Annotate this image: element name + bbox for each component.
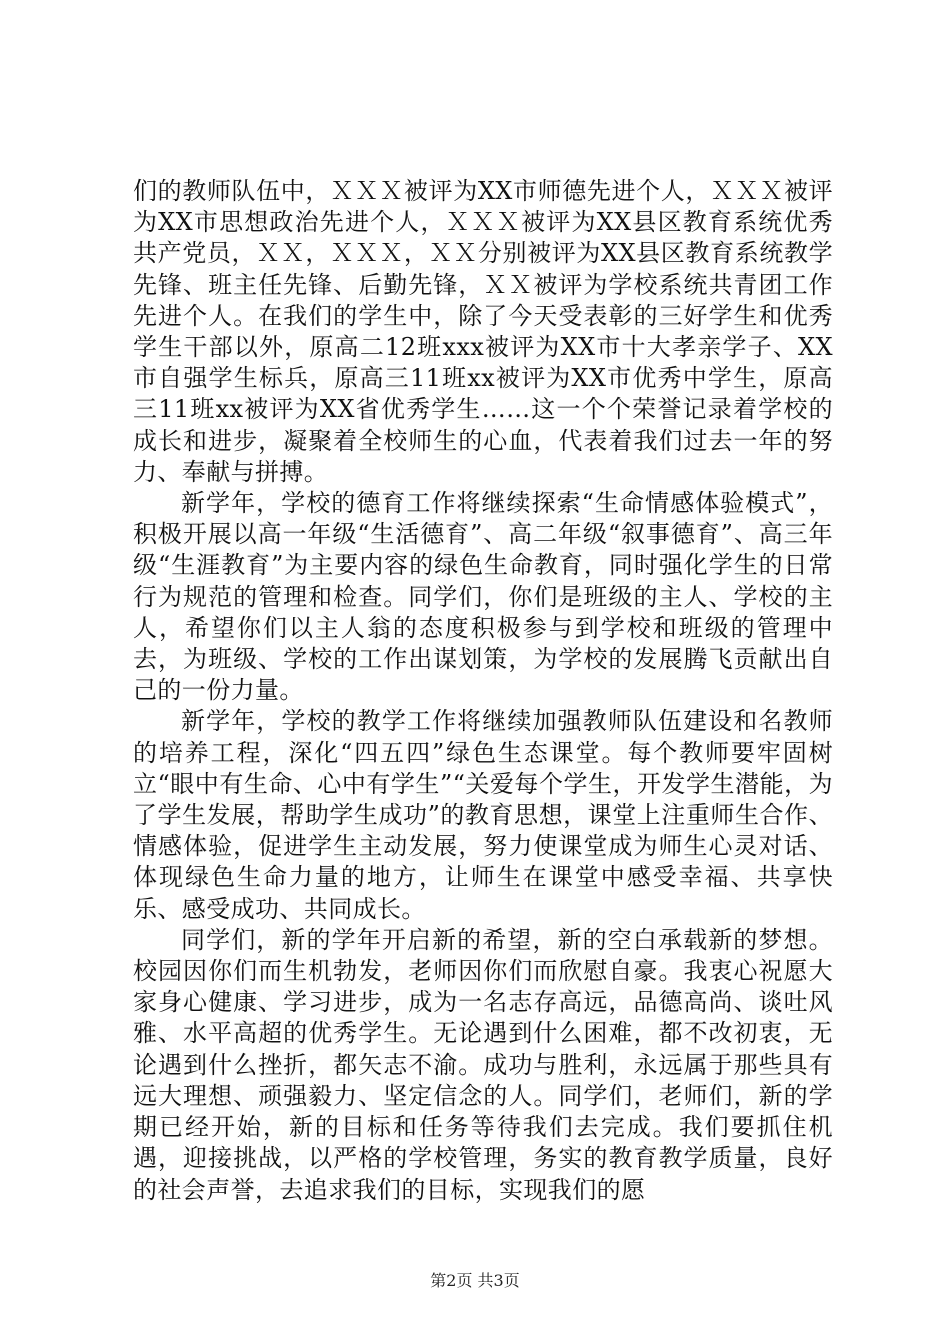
paragraph-4: 同学们，新的学年开启新的希望，新的空白承载新的梦想。校园因你们而生机勃发，老师因你们而欣慰自豪。我衷心祝愿大家身心健康、学习进步，成为一名志存高远，品德高尚、谈吐风雅、水平高超的优秀学生。无论遇到什么困难，都不改初衷，无论遇到什么挫折，都矢志不渝。成功与胜利，永远属于那些具有远大理想、顽强毅力、坚定信念的人。同学们，老师们，新的学期已经开始，新的目标和任务等待我们去完成。我们要抓住机遇，迎接挑战，以严格的学校管理，务实的教育教学质量，良好的社会声誉，去追求我们的目标，实现我们的愿	[133, 925, 833, 1204]
page-number-footer: 第2页 共3页	[430, 1271, 520, 1290]
paragraph-2: 新学年，学校的德育工作将继续探索“生命情感体验模式”，积极开展以高一年级“生活德育”、高二年级“叙事德育”、高三年级“生涯教育”为主要内容的绿色生命教育，同时强化学生的日常行为规范的管理和检查。同学们，你们是班级的主人、学校的主人，希望你们以主人翁的态度积极参与到学校和班级的管理中去，为班级、学校的工作出谋划策，为学校的发展腾飞贡献出自己的一份力量。	[133, 489, 833, 705]
paragraph-1: 们的教师队伍中，ＸＸＸ被评为XX市师德先进个人，ＸＸＸ被评为XX市思想政治先进个人，ＸＸＸ被评为XX县区教育系统优秀共产党员，ＸＸ，ＸＸＸ，ＸＸ分别被评为XX县区教育系统教学先锋、班主任先锋、后勤先锋，ＸＸ被评为学校系统共青团工作先进个人。在我们的学生中，除了今天受表彰的三好学生和优秀学生干部以外，原高二12班xxx被评为XX市十大孝亲学子、XX市自强学生标兵，原高三11班xx被评为XX市优秀中学生，原高三11班xx被评为XX省优秀学生……这一个个荣誉记录着学校的成长和进步，凝聚着全校师生的心血，代表着我们过去一年的努力、奉献与拼搏。	[133, 177, 833, 486]
paragraph-3: 新学年，学校的教学工作将继续加强教师队伍建设和名教师的培养工程，深化“四五四”绿色生态课堂。每个教师要牢固树立“眼中有生命、心中有学生”“关爱每个学生，开发学生潜能，为了学生发展，帮助学生成功”的教育思想，课堂上注重师生合作、情感体验，促进学生主动发展，努力使课堂成为师生心灵对话、体现绿色生命力量的地方，让师生在课堂中感受幸福、共享快乐、感受成功、共同成长。	[133, 707, 833, 923]
document-body	[133, 176, 833, 1206]
